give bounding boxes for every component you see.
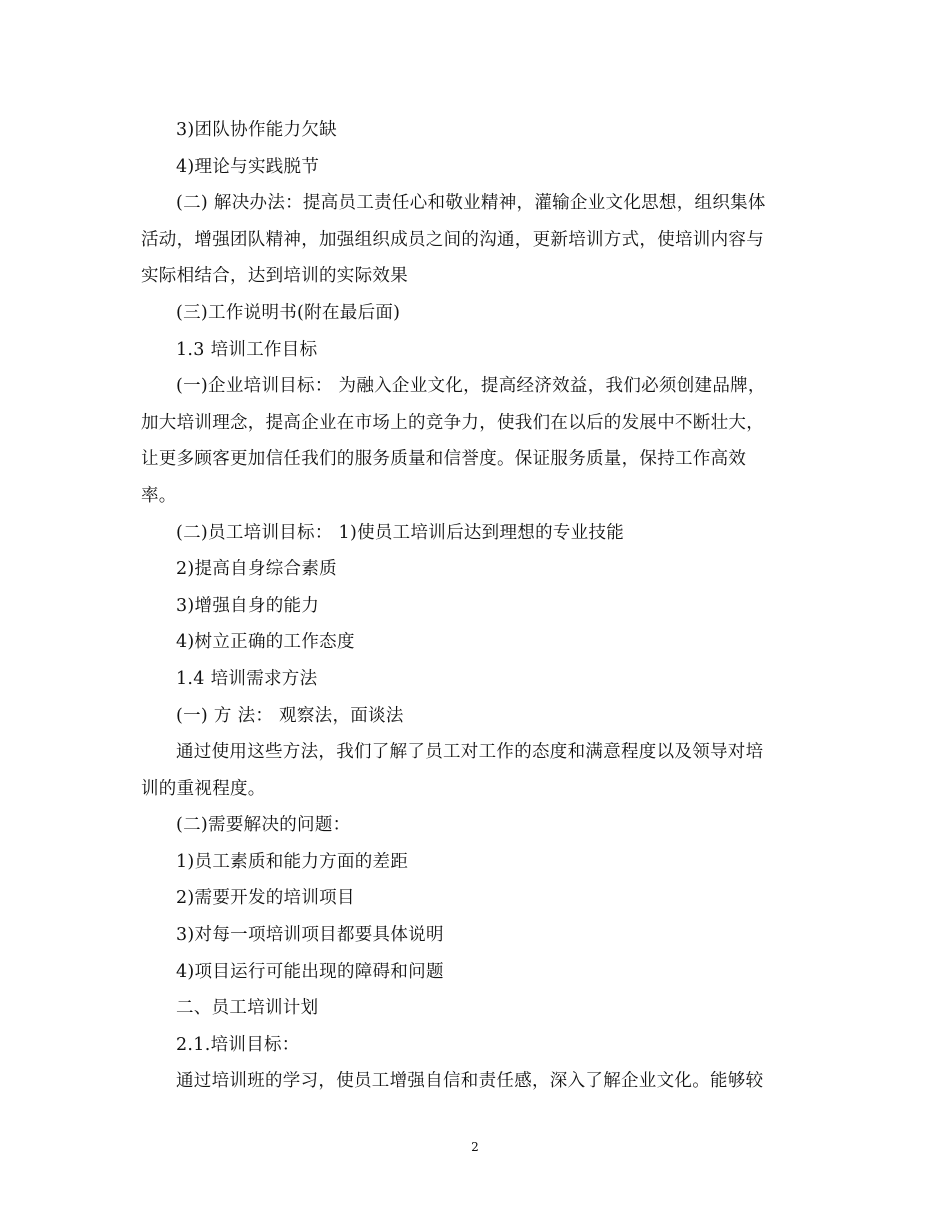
text-line: 通过培训班的学习，使员工增强自信和责任感，深入了解企业文化。能够较 xyxy=(176,1071,764,1092)
text-line: 3)团队协作能力欠缺 xyxy=(176,120,337,140)
text-line: 加大培训理念，提高企业在市场上的竞争力，使我们在以后的发展中不断壮大， xyxy=(141,412,764,433)
text-line: 2)需要开发的培训项目 xyxy=(176,888,355,909)
text-line: 4)项目运行可能出现的障碍和问题 xyxy=(176,961,444,982)
text-line: (二)员工培训目标： 1)使员工培训后达到理想的专业技能 xyxy=(176,522,625,543)
text-line: (二)需要解决的问题： xyxy=(176,815,351,836)
text-line: 2)提高自身综合素质 xyxy=(176,559,337,580)
section-heading: 2.1.培训目标： xyxy=(176,1034,300,1055)
text-line: 实际相结合，达到培训的实际效果 xyxy=(141,266,408,287)
text-line: 4)树立正确的工作态度 xyxy=(176,632,355,653)
text-line: (二) 解决办法：提高员工责任心和敬业精神，灌输企业文化思想，组织集体 xyxy=(176,193,766,214)
text-line: (一)企业培训目标： 为融入企业文化，提高经济效益，我们必须创建品牌， xyxy=(176,376,766,397)
body-text xyxy=(141,112,809,1100)
text-line: 4)理论与实践脱节 xyxy=(176,156,320,177)
text-line: 3)对每一项培训项目都要具体说明 xyxy=(176,925,444,946)
text-line: 训的重视程度。 xyxy=(141,778,266,799)
text-line: 让更多顾客更加信任我们的服务质量和信誉度。保证服务质量，保持工作高效 xyxy=(141,449,747,470)
section-heading: 二、员工培训计划 xyxy=(176,998,319,1019)
section-heading: 1.4 培训需求方法 xyxy=(176,668,318,689)
text-line: 3)增强自身的能力 xyxy=(176,595,320,616)
section-heading: 1.3 培训工作目标 xyxy=(176,339,318,360)
page-number: 2 xyxy=(471,1140,479,1154)
text-line: 1)员工素质和能力方面的差距 xyxy=(176,851,409,872)
text-line: (三)工作说明书(附在最后面) xyxy=(176,302,401,323)
text-line: (一) 方 法： 观察法，面谈法 xyxy=(176,705,404,726)
text-line: 活动，增强团队精神，加强组织成员之间的沟通，更新培训方式，使培训内容与 xyxy=(141,229,764,250)
text-line: 通过使用这些方法，我们了解了员工对工作的态度和满意程度以及领导对培 xyxy=(176,742,764,763)
text-line: 率。 xyxy=(141,485,177,506)
